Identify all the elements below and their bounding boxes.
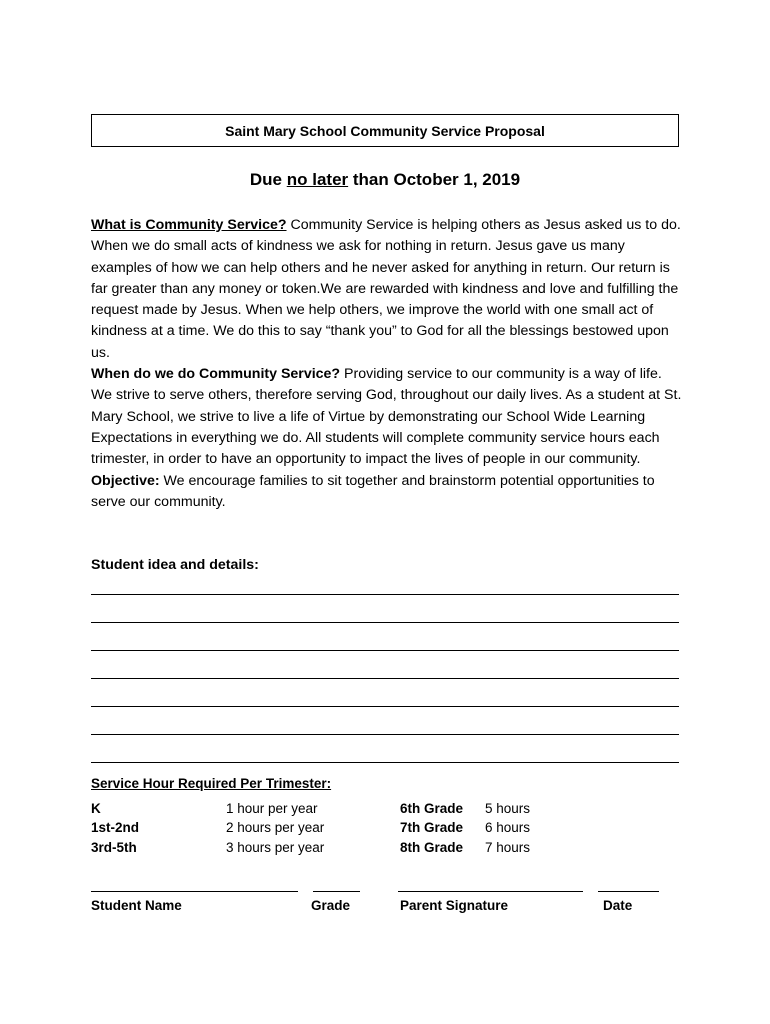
page-title — [91, 114, 679, 147]
hours-value: 7 hours — [485, 840, 531, 855]
idea-answer-line[interactable] — [91, 650, 679, 651]
hours-value: 1 hour per year — [226, 801, 318, 816]
body-text — [91, 215, 683, 513]
objective-text: We encourage families to sit together and brainstorm potential opportunities to serve our community. — [91, 472, 655, 510]
grade-label: 6th Grade — [400, 801, 464, 816]
grade-label: 8th Grade — [400, 840, 464, 855]
what-heading: What is Community Service? — [91, 217, 287, 233]
objective-paragraph — [91, 471, 683, 514]
hours-value: 6 hours — [485, 820, 531, 835]
student-name-label: Student Name — [91, 898, 182, 913]
parent-signature-label: Parent Signature — [400, 898, 509, 913]
grade-line[interactable] — [313, 891, 360, 892]
when-heading: When do we do Community Service? — [91, 366, 341, 383]
date-line[interactable] — [598, 891, 659, 892]
student-idea-label: Student idea and details: — [91, 557, 259, 573]
when-text: Providing service to our community is a way of life. We strive to serve others, therefore serving God, throughout our daily lives. As a student at St. Mary School, we strive to live a life of Virtue by demonstrating our School Wide Learning Expectations in everything we do. All students will complete community service hours each trimester, in order to have an opportunity to impact the lives of people in our community. — [91, 366, 682, 468]
page-title-text: Saint Mary School Community Service Proposal — [225, 122, 545, 139]
objective-heading: Objective: — [91, 472, 160, 489]
service-hours-heading: Service Hour Required Per Trimester: — [91, 776, 332, 791]
grade-label: 7th Grade — [400, 820, 464, 835]
when-paragraph — [91, 364, 683, 470]
what-paragraph — [91, 215, 683, 364]
what-text: Community Service is helping others as Jesus asked us to do. When we do small acts of kindness we ask for nothing in return. Jesus gave us many examples of how we can help others and he never asked for anything in return. Our return is far greater than any money or token.We are rewarded with kindness and love and fulfilling the request made by Jesus. When we help others, we improve the world with one small act of kindness at a time. We do this to say “thank you” to God for all the blessings bestowed upon us. — [91, 217, 681, 361]
due-prefix: Due — [249, 170, 287, 189]
grade-label: 1st-2nd — [91, 820, 140, 835]
grade-label: 3rd-5th — [91, 840, 137, 855]
due-date-heading — [91, 170, 679, 190]
grade-signature-label: Grade — [311, 898, 351, 913]
idea-answer-line[interactable] — [91, 678, 679, 679]
due-suffix: than October 1, 2019 — [348, 170, 521, 189]
idea-answer-line[interactable] — [91, 622, 679, 623]
hours-value: 5 hours — [485, 801, 531, 816]
due-emphasis: no later — [286, 170, 349, 189]
idea-answer-line[interactable] — [91, 706, 679, 707]
idea-answer-line[interactable] — [91, 762, 679, 763]
parent-signature-line[interactable] — [398, 891, 583, 892]
hours-value: 3 hours per year — [226, 840, 325, 855]
idea-answer-line[interactable] — [91, 594, 679, 595]
student-name-line[interactable] — [91, 891, 298, 892]
date-label: Date — [603, 898, 633, 913]
idea-answer-line[interactable] — [91, 734, 679, 735]
hours-value: 2 hours per year — [226, 820, 325, 835]
grade-label: K — [91, 801, 101, 816]
